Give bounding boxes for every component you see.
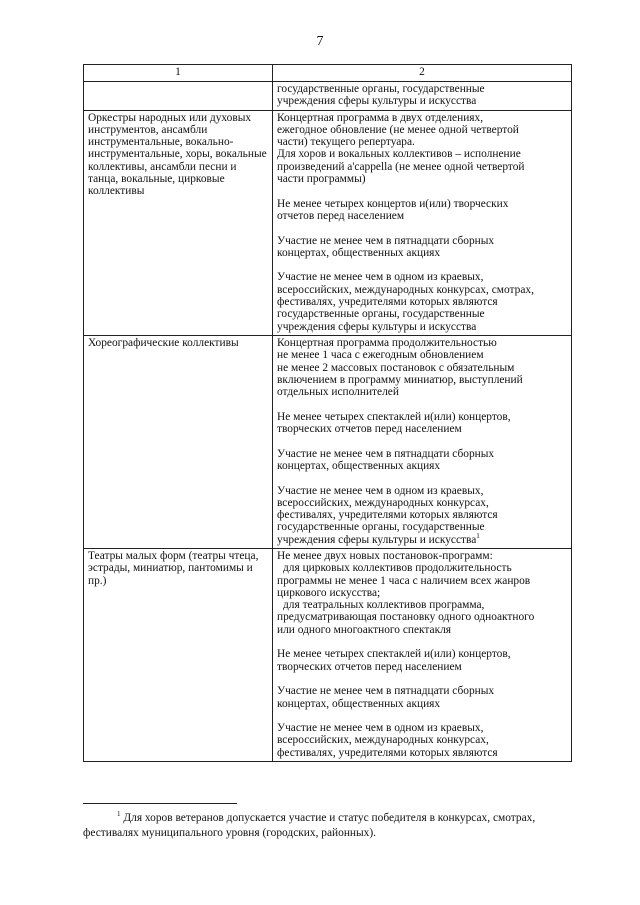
text-line: фестивалях, учредителями которых являются [277,746,498,759]
text-line: всероссийских, международных конкурсах, смотрах, [277,283,534,296]
requirements-cell [273,110,572,335]
text-line: Не менее четырех спектаклей и(или) концертов, [277,410,511,423]
text-line: предусматривающая постановку одного одноактного [277,611,535,624]
requirements-cell [273,335,572,548]
text-line: Концертная программа продолжительностью [277,336,497,349]
text-line: не менее 2 массовых постановок с обязательным [277,361,515,374]
footnote-text: Для хоров ветеранов допускается участие и статус победителя в конкурсах, смотрах, фестивалях муниципального уровня (городских, районных). [83,812,536,839]
page-number: 7 [316,34,324,49]
text-line: произведений a'cappella (не менее одной четвертой [277,160,525,173]
text-line: фестивалях, учредителями которых являются [277,296,498,309]
requirements-cell [273,548,572,761]
empty-cell [84,82,273,111]
text-line [277,531,567,546]
program-paragraph [277,550,567,636]
category-cell: Оркестры народных или духовых инструментов, ансамбли инструментальные, вокально-инструментальные, хоры, вокальные коллективы, ансамбли песни и танца, вокальные, цирковые коллективы [84,110,273,335]
concerts-paragraph [277,411,567,436]
footnote-divider [83,803,237,804]
text-line: государственные органы, государственные [277,308,485,321]
text-line: Участие не менее чем в одном из краевых, [277,722,484,735]
table-row-orchestras [84,110,572,335]
category-cell: Театры малых форм (театры чтеца, эстрады, миниатюр, пантомимы и пр.) [84,548,273,761]
text-line: Участие не менее чем в одном из краевых, [277,271,484,284]
column-header-2: 2 [273,65,572,82]
text-line: Для хоров и вокальных коллективов – исполнение [277,148,521,161]
text-line: Участие не менее чем в пятнадцати сборных [277,685,495,698]
text-line: государственные органы, государственные [277,521,485,534]
table-row-choreography [84,335,572,548]
text-line: ежегодное обновление (не менее одной четвертой [277,123,519,136]
text-line: Не менее двух новых постановок-программ: [277,549,493,562]
contests-paragraph [277,722,567,759]
program-paragraph [277,337,567,398]
participation-paragraph [277,685,567,710]
text-line: части) текущего репертуара. [277,136,415,149]
text-line: концертах, общественных акциях [277,459,441,472]
text-line: концертах, общественных акциях [277,246,441,259]
text-line: отдельных исполнителей [277,386,399,399]
participation-paragraph [277,235,567,260]
text-line: отчетов перед населением [277,209,405,222]
table-header-row [84,65,572,82]
requirements-table [83,64,572,762]
footnote-reference: 1 [476,531,480,540]
program-paragraph [277,112,567,186]
contests-paragraph [277,271,567,332]
text-line: циркового искусства; [277,586,381,599]
continuation-cell [273,82,572,111]
participation-paragraph [277,448,567,473]
text-line: для театральных коллективов программа, [283,599,485,612]
text-line: Концертная программа в двух отделениях, [277,111,484,124]
text-line: творческих отчетов перед населением [277,660,462,673]
footnote [83,811,573,840]
text-line: или одного многоактного спектакля [277,623,452,636]
text-line: учреждения сферы культуры и искусства [277,95,477,108]
text-line: всероссийских, международных конкурсах, [277,734,489,747]
concerts-paragraph [277,648,567,673]
text-line: учреждения сферы культуры и искусства [277,320,477,333]
text-line: Участие не менее чем в пятнадцати сборных [277,234,495,247]
text-line: фестивалях, учредителями которых являются [277,509,498,522]
text-line: для цирковых коллективов продолжительность [283,562,512,575]
text-span: учреждения сферы культуры и искусства [277,533,477,546]
text-line: всероссийских, международных конкурсах, [277,496,489,509]
text-line: программы не менее 1 часа с наличием всех жанров [277,574,531,587]
continuation-row [84,82,572,111]
text-line: части программы) [277,173,366,186]
contests-paragraph [277,485,567,546]
text-line: не менее 1 часа с ежегодным обновлением [277,349,484,362]
text-line: концертах, общественных акциях [277,697,441,710]
text-line: Участие не менее чем в пятнадцати сборных [277,447,495,460]
footnote-mark: 1 [117,810,121,819]
column-header-1: 1 [84,65,273,82]
text-line: Участие не менее чем в одном из краевых, [277,484,484,497]
text-line: творческих отчетов перед населением [277,423,462,436]
text-line: Не менее четырех спектаклей и(или) концертов, [277,648,511,661]
text-line: государственные органы, государственные [277,83,485,95]
category-cell: Хореографические коллективы [84,335,273,548]
table-row-small-theatres [84,548,572,761]
text-line: Не менее четырех концертов и(или) творческих [277,197,509,210]
text-line: включением в программу миниатюр, выступлений [277,373,523,386]
concerts-paragraph [277,198,567,223]
